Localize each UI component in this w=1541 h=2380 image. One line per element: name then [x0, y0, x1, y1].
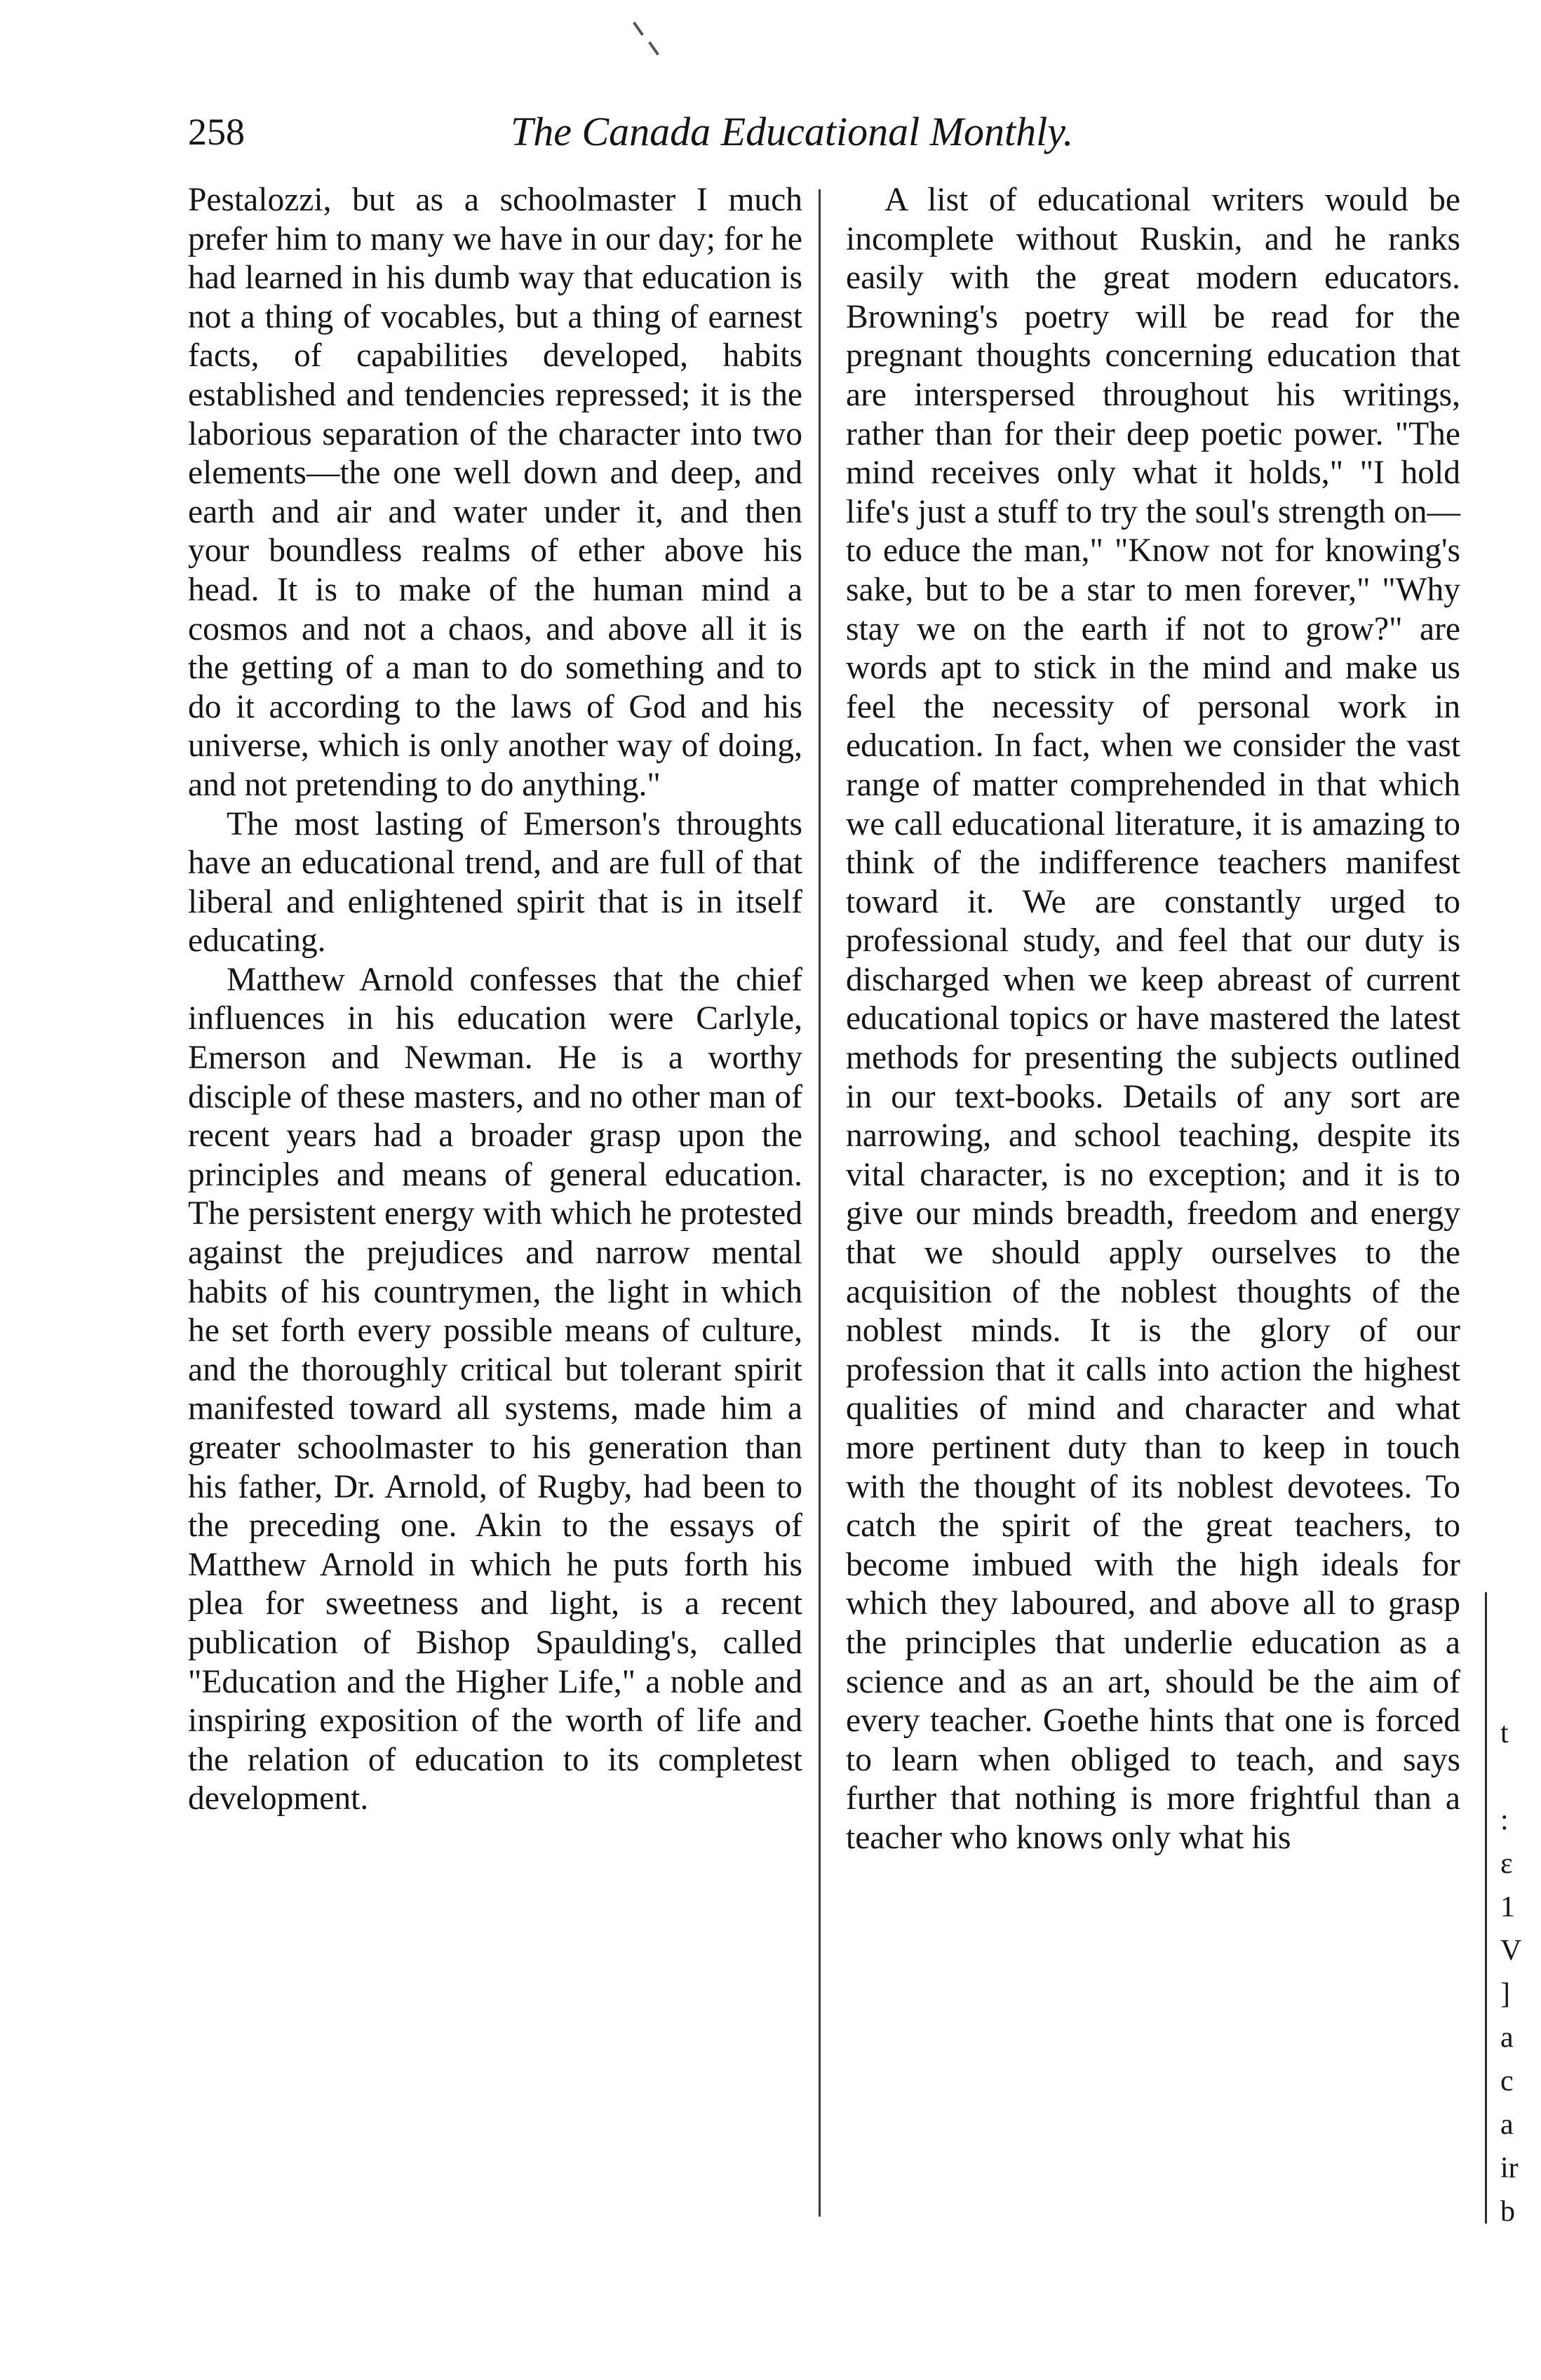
page-number: 258	[188, 111, 245, 153]
paragraph-emerson: The most lasting of Emerson's throughts have an educational trend, and are full of that liberal and enlightened spirit that is in itself educating.	[188, 805, 802, 960]
running-title: The Canada Educational Monthly.	[511, 109, 1074, 154]
left-column	[188, 181, 802, 1819]
paragraph-matthew-arnold: Matthew Arnold confesses that the chief influences in his education were Carlyle, Emerson and Newman. He is a worthy disciple of these masters, and no other man of recent years had a broader grasp upon the principles and means of general education. The persistent energy with which he protested against the prejudices and narrow mental habits of his countrymen, the light in which he set forth every possible means of culture, and the thoroughly critical but tolerant spirit manifested toward all systems, made him a greater schoolmaster to his generation than his father, Dr. Arnold, of Rugby, had been to the preceding one. Akin to the essays of Matthew Arnold in which he puts forth his plea for sweetness and light, is a recent publication of Bishop Spaulding's, called "Education and the Higher Life," a noble and inspiring exposition of the worth of life and the relation of education to its completest development.	[188, 961, 802, 1817]
paragraph-pestalozzi: Pestalozzi, but as a schoolmaster I much prefer him to many we have in our day; for he had learned in his dumb way that education is not a thing of vocables, but a thing of earnest facts, of capabilities developed, habits established and tendencies repressed; it is the laborious separation of the character into two elements—the one well down and deep, and earth and air and water under it, and then your boundless realms of ether above his head. It is to make of the human mind a cosmos and not a chaos, and above all it is the getting of a man to do something and to do it according to the laws of God and his universe, which is only another way of doing, and not pretending to do anything."	[188, 182, 802, 803]
right-column	[846, 181, 1460, 1858]
column-divider	[819, 189, 821, 2217]
facing-page-edge	[1485, 1592, 1487, 2224]
scan-speck	[633, 22, 644, 36]
facing-page-letters: t : ε 1 V ] a c a ir b	[1500, 1717, 1522, 2228]
scan-speck	[648, 41, 659, 55]
facing-page-fragment	[1485, 1592, 1541, 2228]
page-header	[188, 104, 1149, 160]
paragraph-ruskin-browning: A list of educational writers would be incomplete without Ruskin, and he ranks easily with the great modern educators. Browning's poetry will be read for the pregnant thoughts concerning education that are interspersed throughout his writings, rather than for their deep poetic power. "The mind receives only what it holds," "I hold life's just a stuff to try the soul's strength on—to educe the man," "Know not for knowing's sake, but to be a star to men forever," "Why stay we on the earth if not to grow?" are words apt to stick in the mind and make us feel the necessity of personal work in education. In fact, when we consider the vast range of matter comprehended in that which we call educational literature, it is amazing to think of the indifference teachers manifest toward it. We are constantly urged to professional study, and feel that our duty is discharged when we keep abreast of current educational topics or have mastered the latest methods for presenting the subjects outlined in our text-books. Details of any sort are narrowing, and school teaching, despite its vital character, is no exception; and it is to give our minds breadth, freedom and energy that we should apply ourselves to the acquisition of the noblest thoughts of the noblest minds. It is the glory of our profession that it calls into action the highest qualities of mind and character and what more pertinent duty than to keep in touch with the thought of its noblest devotees. To catch the spirit of the great teachers, to become imbued with the high ideals for which they laboured, and above all to grasp the principles that underlie education as a science and as an art, should be the aim of every teacher. Goethe hints that one is forced to learn when obliged to teach, and says further that nothing is more frightful than a teacher who knows only what his	[846, 182, 1460, 1856]
